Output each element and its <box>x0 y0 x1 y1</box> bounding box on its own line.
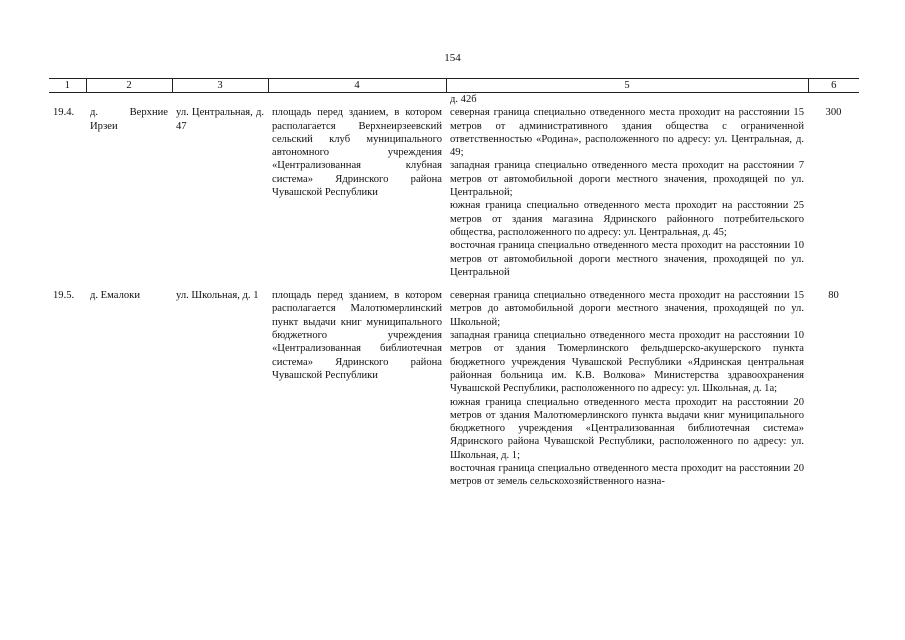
boundary-south: южная граница специально отведенного места проходит на расстоянии 20 метров от здания Малотюмерлинского пункта выдачи книг муниципального бюджетного учреждения «Централизованная библиотечная система» Ядринского района Чувашской Республики, расположенного по адресу: ул. Школьная, д. 1; <box>450 396 804 461</box>
column-header-1: 1 <box>49 79 86 93</box>
boundary-west: западная граница специально отведенного места проходит на расстоянии 7 метров от автомобильной дороги местного значения, проходящей по ул. Центральной; <box>450 160 804 199</box>
column-header-3: 3 <box>172 79 268 93</box>
data-table <box>49 78 859 489</box>
boundary-north: северная граница специально отведенного места проходит на расстоянии 15 метров от административного здания общества с ограниченной ответственностью «Родина», расположенного по адресу: ул. Центральная, д. 49; <box>450 107 804 159</box>
address-cell: ул. Школьная, д. 1 <box>176 290 259 302</box>
table-row <box>49 106 859 279</box>
boundaries-cell <box>446 106 808 279</box>
area-cell: 80 <box>828 290 839 302</box>
area-cell: 300 <box>825 107 842 119</box>
table-row <box>49 289 859 488</box>
place-cell: площадь перед зданием, в котором располагается Верхнеирзеевский сельский клуб муниципального автономного учреждения «Централизованная клубная система» Ядринского района Чувашской Республики <box>272 107 442 199</box>
address-cell: ул. Центральная, д. 47 <box>176 107 264 132</box>
row-spacer <box>49 279 859 289</box>
boundary-north: северная граница специально отведенного места проходит на расстоянии 15 метров до автомобильной дороги местного значения, проходящей по ул. Школьной; <box>450 290 804 328</box>
header-row <box>49 79 859 93</box>
continuation-row <box>49 93 859 107</box>
boundary-east: восточная граница специально отведенного места проходит на расстоянии 20 метров от земель сельскохозяйственного назна- <box>450 463 804 488</box>
place-cell: площадь перед зданием, в котором располагается Малотюмерлинский пункт выдачи книг муниципального бюджетного учреждения «Централизованная библиотечная система» Ядринского района Чувашской Республики <box>272 290 442 381</box>
boundary-south: южная граница специально отведенного места проходит на расстоянии 25 метров от здания магазина Ядринского районного потребительского общества, расположенного по адресу: ул. Центральная, д. 45; <box>450 200 804 238</box>
boundary-east: восточная граница специально отведенного места проходит на расстоянии 10 метров от автомобильной дороги местного значения, проходящей по ул. Центральной <box>450 240 804 278</box>
column-header-5: 5 <box>446 79 808 93</box>
column-header-2: 2 <box>86 79 172 93</box>
settlement-cell: д. Верхние Ирзеи <box>90 107 168 132</box>
row-number: 19.5. <box>53 290 75 302</box>
column-header-4: 4 <box>268 79 446 93</box>
settlement-cell: д. Емалоки <box>90 290 140 302</box>
page-number: 154 <box>444 52 461 64</box>
boundaries-cell <box>446 289 808 488</box>
row-number: 19.4. <box>53 107 75 119</box>
column-header-6: 6 <box>808 79 859 93</box>
continuation-text: д. 42б <box>450 94 477 105</box>
boundary-west: западная граница специально отведенного места проходит на расстоянии 10 метров от здания Тюмерлинского фельдшерско-акушерского пункта бюджетного учреждения Чувашской Республики «Ядринская центральная районная больница им. К.В. Волкова» Министерства здравоохранения Чувашской Республики, расположенного по адресу: ул. Школьная, д. 1а; <box>450 330 804 395</box>
